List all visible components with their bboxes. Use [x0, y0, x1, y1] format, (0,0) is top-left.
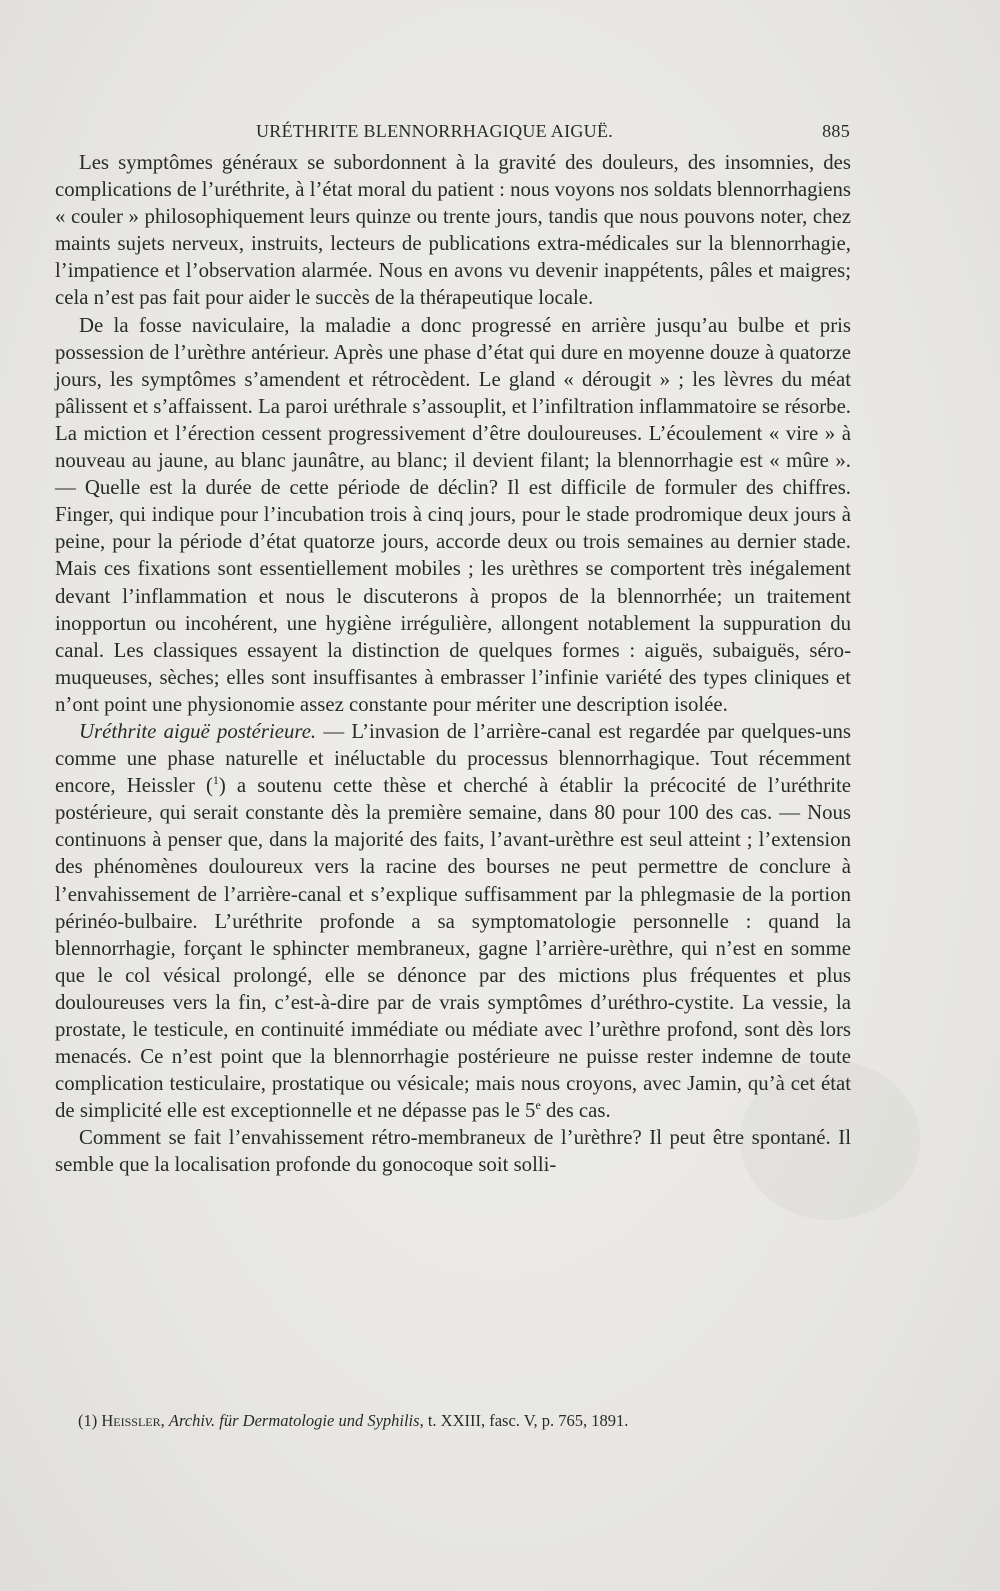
- footnote-journal: Archiv. für Dermatologie und Syphilis: [168, 1411, 420, 1430]
- body-text: [55, 149, 851, 1179]
- paragraph-general-symptoms: Les symptômes généraux se subordonnent à la gravité des douleurs, des insomnies, des complications de l’uréthrite, à l’état moral du patient : nous voyons nos soldats blennorrhagiens « couler » philosophiquement leurs quinze ou trente jours, tandis que nous pouvons noter, chez maints sujets nerveux, instruits, lecteurs de publications extra-médicales sur la blennorrhagie, l’impatience et l’observation alarmée. Nous en avons vu devenir inappétents, pâles et maigres; cela n’est pas fait pour aider le succès de la thérapeutique locale.: [55, 151, 851, 310]
- footnote-marker: (1): [78, 1411, 98, 1430]
- footnote-details: , t. XXIII, fasc. V, p. 765, 1891.: [419, 1411, 629, 1430]
- paragraph-text-a: — L’invasion de l’arrière-canal est regardée par quelques-uns comme une phase naturelle et inéluctable du processus blennorrhagique. Tout récemment encore, Heissler (: [55, 719, 851, 798]
- section-lead: Uréthrite aiguë postérieure.: [79, 719, 317, 743]
- paragraph-progression: De la fosse naviculaire, la maladie a donc progressé en arrière jusqu’au bulbe et pris possession de l’urèthre antérieur. Après une phase d’état qui dure en moyenne douze à quatorze jours, les symptômes s’amendent et rétrocèdent. Le gland « dérougit » ; les lèvres du méat pâlissent et s’affaissent. La paroi uréthrale s’assouplit, et l’infiltration inflammatoire se résorbe. La miction et l’érection cessent progressivement d’être douloureuses. L’écoulement « vire » à nouveau au jaune, au blanc jaunâtre, au blanc; il devient filant; la blennorrhagie est « mûre ». — Quelle est la durée de cette période de déclin? Il est difficile de formuler des chiffres. Finger, qui indique pour l’incubation trois à cinq jours, pour le stade prodromique deux jours à peine, pour la période d’état quatorze jours, accorde deux ou trois semaines au dernier stade. Mais ces fixations sont essentiellement mobiles ; les urèthres se comportent très inégalement devant l’inflammation et nous le discuterons à propos de la blennorrhée; un traitement inopportun ou incohérent, une hygiène irrégulière, allongent notablement la suppuration du canal. Les classiques essayent la distinction de quelques formes : aiguës, subaiguës, séro-muqueuses, sèches; elles sont insuffisantes à embrasser l’infinie variété des types cliniques et n’ont point une physionomie assez constante pour mériter une description isolée.: [55, 313, 851, 716]
- superscript-e: e: [535, 1098, 541, 1113]
- paragraph-text-c: des cas.: [540, 1099, 611, 1123]
- running-head: [60, 117, 850, 147]
- page-number: 885: [822, 121, 850, 141]
- paragraph-retro-membranous: Comment se fait l’envahissement rétro-membraneux de l’urèthre? Il peut être spontané. Il semble que la localisation profonde du gonocoque soit solli-: [55, 1126, 851, 1177]
- paragraph-posterior-urethritis: [55, 718, 851, 1124]
- footnote: (1) Heissler, Archiv. für Dermatologie und Syphilis, t. XXIII, fasc. V, p. 765, 1891.: [78, 1411, 629, 1430]
- footnote-author: Heissler: [101, 1411, 161, 1430]
- paragraph-text-b: ) a soutenu cette thèse et cherché à établir la précocité de l’uréthrite postérieure, qui serait constante dès la première semaine, dans 80 pour 100 des cas. — Nous continuons à penser que, dans la majorité des faits, l’avant-urèthre est seul atteint ; l’extension des phénomènes douloureux vers la racine des bourses ne peut permettre de conclure à l’envahissement de l’arrière-canal et s’explique suffisamment par la phlegmasie de la portion périnéo-bulbaire. L’uréthrite profonde a sa symptomatologie personnelle : quand la blennorrhagie, forçant le sphincter membraneux, gagne l’arrière-urèthre, qui n’est en somme que le col vésical prolongé, elle se dénonce par des mictions plus fréquentes et plus douloureuses vers la fin, c’est-à-dire par de vrais symptômes d’uréthro-cystite. La vessie, la prostate, le testicule, en continuité immédiate ou médiate avec l’urèthre profond, sont dès lors menacés. Ce n’est point que la blennorrhagie postérieure ne puisse rester indemne de toute complication testiculaire, prostatique ou vésicale; mais nous croyons, avec Jamin, qu’à cet état de simplicité elle est exceptionnelle et ne dépasse pas le 5: [55, 774, 851, 1123]
- footnote-ref[interactable]: 1: [212, 773, 219, 788]
- running-title: URÉTHRITE BLENNORRHAGIQUE AIGUË.: [256, 121, 614, 141]
